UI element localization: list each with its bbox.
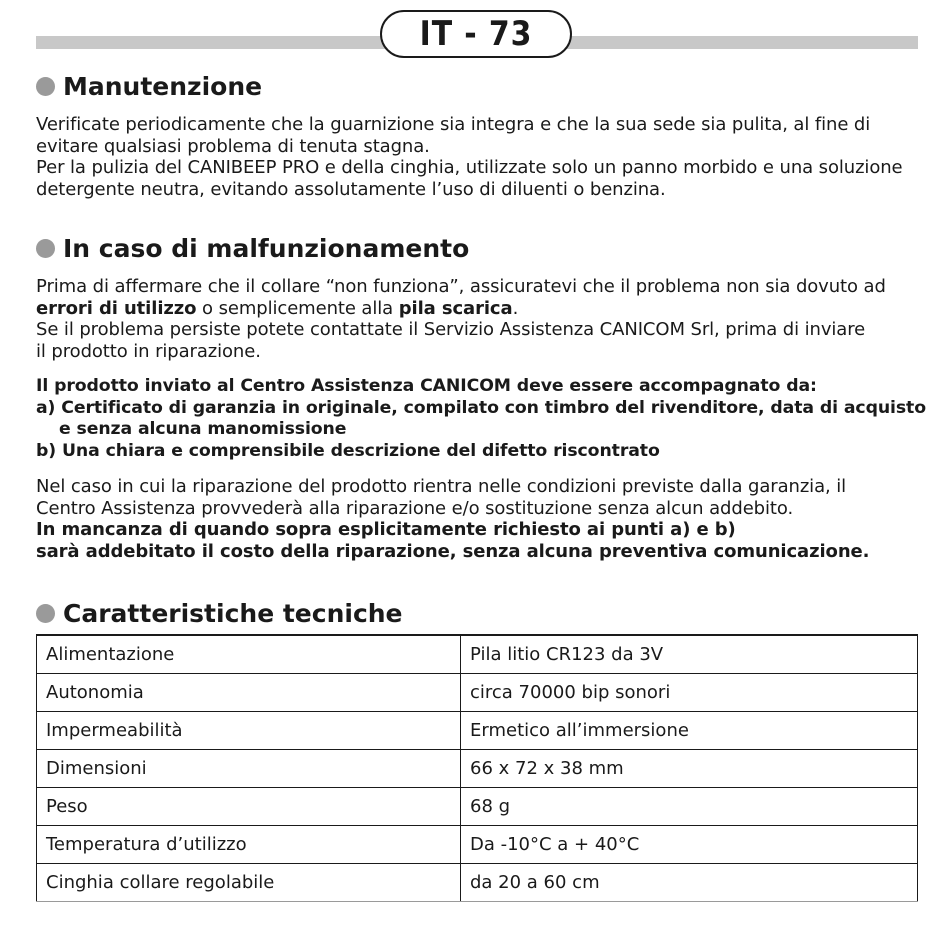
spec-value: Ermetico all’immersione [461,712,918,750]
text-line: Verificate periodicamente che la guarnizione sia integra e che la sua sede sia pulita, al fine di [36,114,871,135]
text-line: In mancanza di quando sopra esplicitamente richiesto ai punti a) e b) [36,519,736,540]
spec-label: Alimentazione [37,635,461,674]
spec-label: Peso [37,788,461,826]
table-row [37,788,918,826]
section-title-malfunzionamento: In caso di malfunzionamento [36,234,469,263]
requirements-list [36,376,926,462]
page-number-badge [380,10,572,58]
spec-value: Pila litio CR123 da 3V [461,635,918,674]
text-line: detergente neutra, evitando assolutamente l’uso di diluenti o benzina. [36,178,666,200]
section-title-manutenzione: Manutenzione [36,72,262,101]
text-line: Nel caso in cui la riparazione del prodotto rientra nelle condizioni previste dalla garanzia, il [36,476,847,497]
requirement-a: a) Certificato di garanzia in originale, compilato con timbro del rivenditore, data di acquisto [36,397,926,418]
spec-label: Temperatura d’utilizzo [37,826,461,864]
bullet-icon [36,239,55,258]
table-row [37,674,918,712]
text-line: Centro Assistenza provvederà alla riparazione e/o sostituzione senza alcun addebito. [36,497,794,519]
warranty-text [36,476,920,562]
text-line: il prodotto in riparazione. [36,340,261,362]
section-title-caratteristiche: Caratteristiche tecniche [36,599,403,628]
text-line: errori di utilizzo o semplicemente alla pila scarica. [36,297,519,319]
spec-label: Cinghia collare regolabile [37,864,461,902]
table-row [37,635,918,674]
spec-value: 68 g [461,788,918,826]
page-number: IT - 73 [419,14,533,54]
spec-value: 66 x 72 x 38 mm [461,750,918,788]
bullet-icon [36,77,55,96]
manutenzione-text [36,114,920,200]
table-row [37,750,918,788]
text-line: sarà addebitato il costo della riparazione, senza alcuna preventiva comunicazione. [36,540,870,562]
text-line: evitare qualsiasi problema di tenuta stagna. [36,135,430,157]
specs-table [36,634,918,902]
spec-label: Autonomia [37,674,461,712]
table-row [37,712,918,750]
table-row [37,826,918,864]
text-line: Per la pulizia del CANIBEEP PRO e della cinghia, utilizzate solo un panno morbido e una soluzione [36,157,903,178]
requirement-a-cont: e senza alcuna manomissione [59,419,347,439]
spec-value: circa 70000 bip sonori [461,674,918,712]
text-line: Se il problema persiste potete contattate il Servizio Assistenza CANICOM Srl, prima di inviare [36,319,866,340]
text-line: Prima di affermare che il collare “non funziona”, assicuratevi che il problema non sia dovuto ad [36,276,886,297]
spec-label: Dimensioni [37,750,461,788]
malfunzionamento-intro [36,276,920,362]
bullet-icon [36,604,55,623]
table-row [37,864,918,902]
spec-value: Da -10°C a + 40°C [461,826,918,864]
requirement-b: b) Una chiara e comprensibile descrizione del difetto riscontrato [36,440,660,461]
requirements-title: Il prodotto inviato al Centro Assistenza CANICOM deve essere accompagnato da: [36,376,817,396]
spec-label: Impermeabilità [37,712,461,750]
spec-value: da 20 a 60 cm [461,864,918,902]
